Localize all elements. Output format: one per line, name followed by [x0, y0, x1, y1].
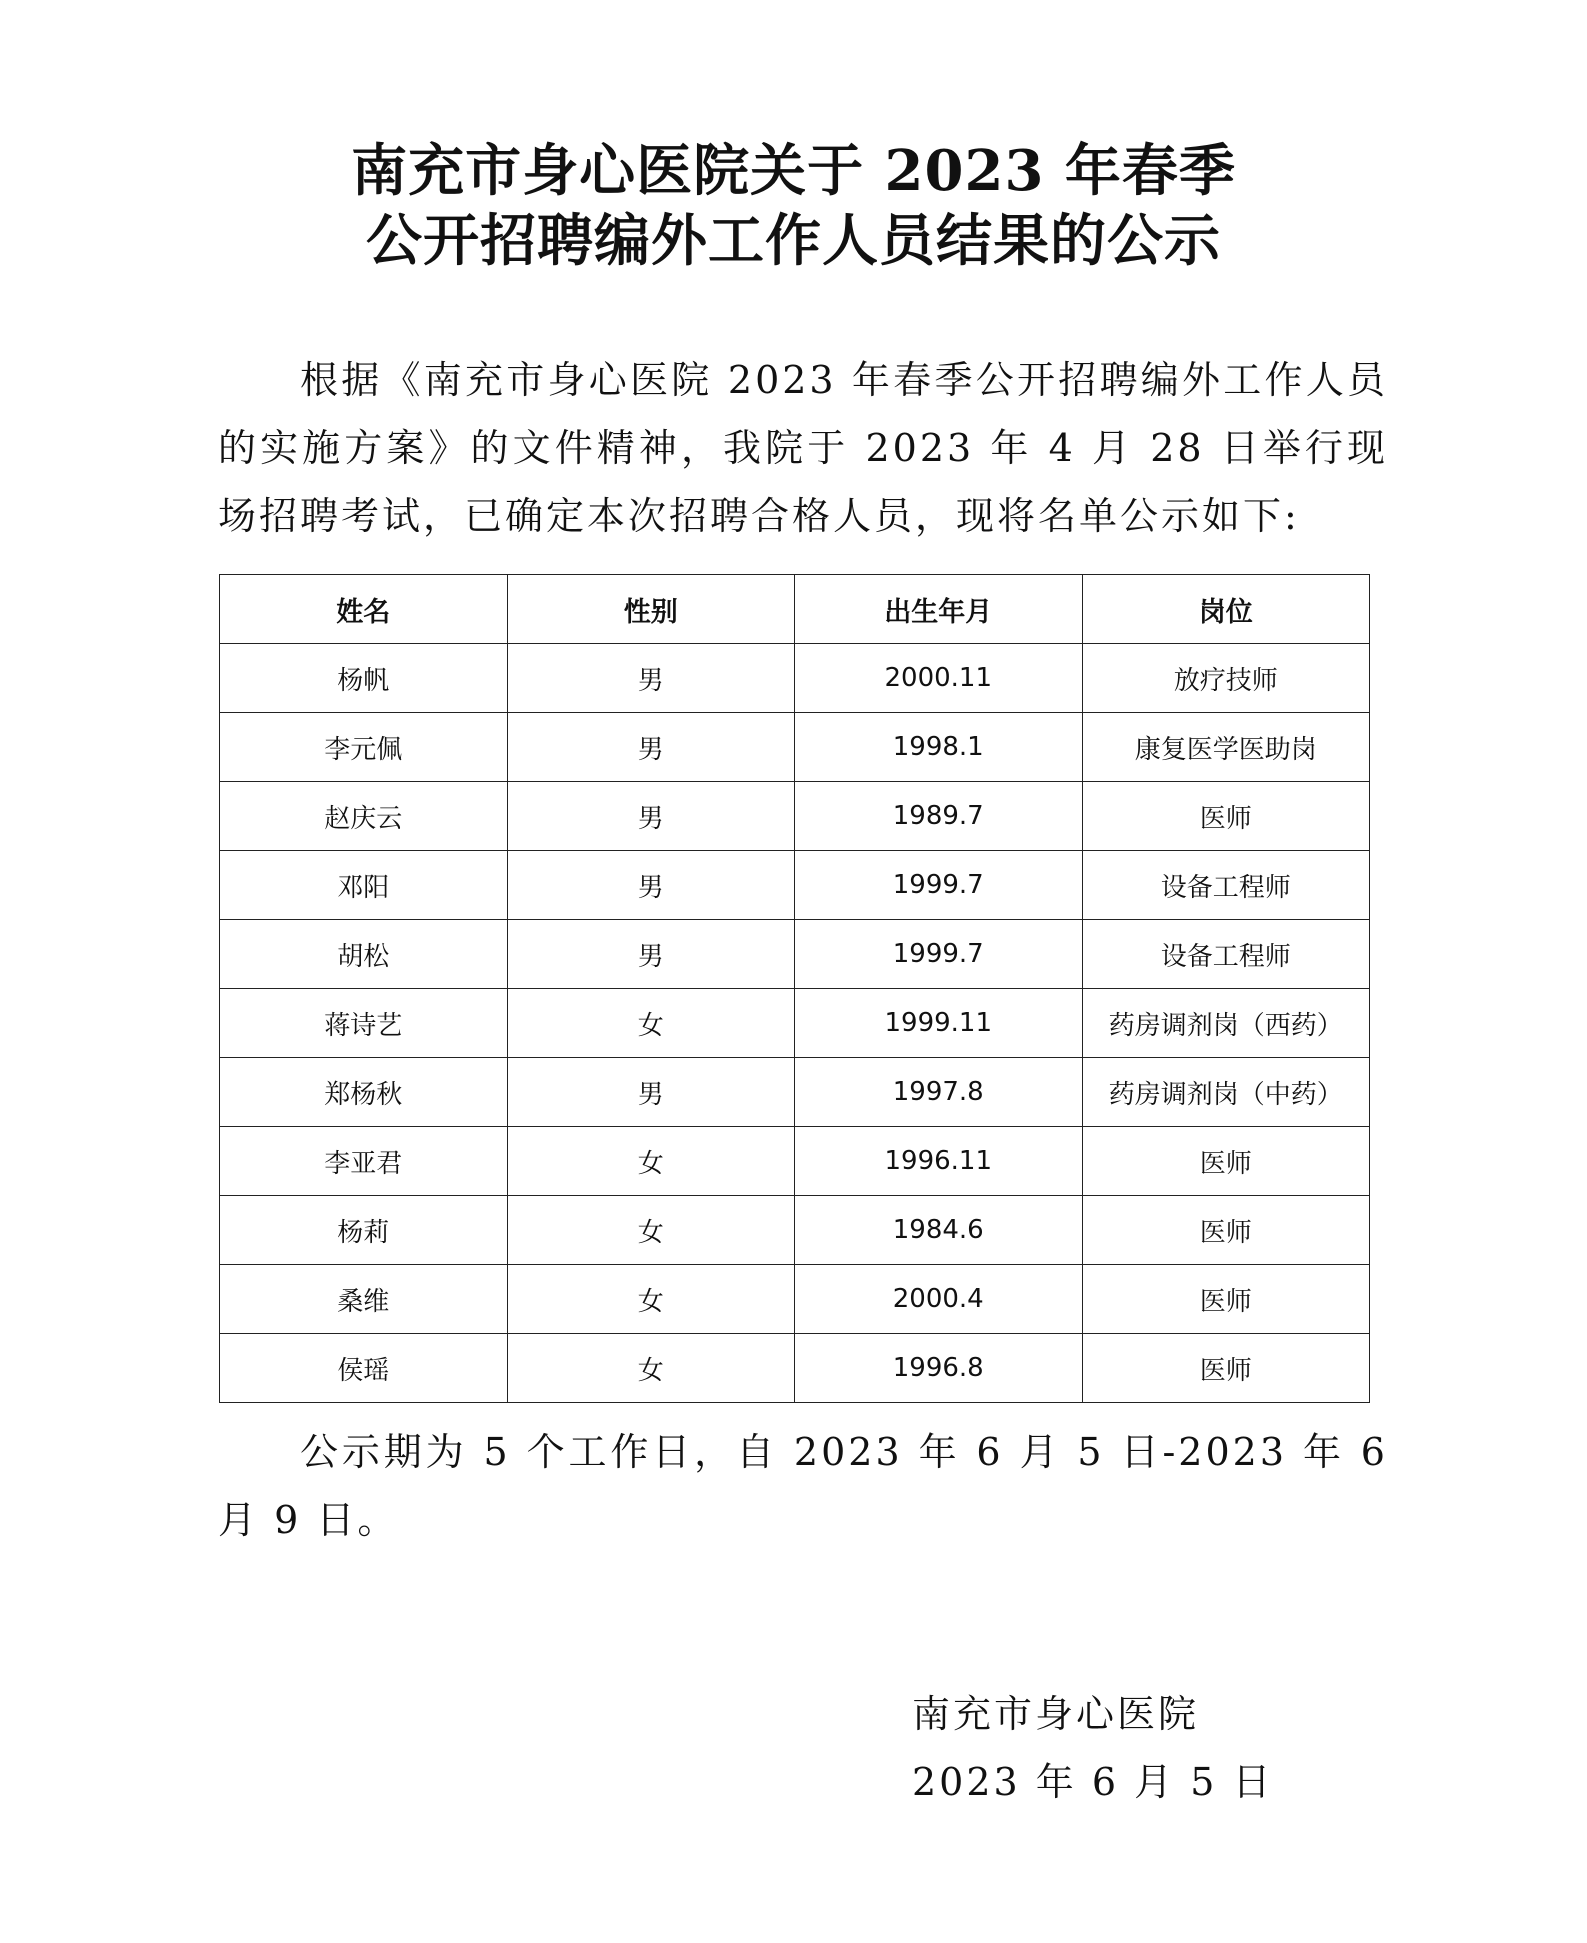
cell-birth-date: 1996.8 [795, 1334, 1083, 1403]
cell-gender: 男 [507, 782, 795, 851]
cell-gender: 女 [507, 1127, 795, 1196]
cell-name: 赵庆云 [220, 782, 508, 851]
cell-position: 医师 [1082, 1196, 1370, 1265]
cell-gender: 女 [507, 1334, 795, 1403]
cell-name: 李元佩 [220, 713, 508, 782]
cell-gender: 男 [507, 851, 795, 920]
cell-position: 医师 [1082, 782, 1370, 851]
cell-birth-date: 1997.8 [795, 1058, 1083, 1127]
table-row [220, 644, 1370, 713]
cell-birth-date: 2000.11 [795, 644, 1083, 713]
cell-birth-date: 1998.1 [795, 713, 1083, 782]
table-row [220, 989, 1370, 1058]
cell-birth-date: 1999.7 [795, 920, 1083, 989]
header-name: 姓名 [220, 575, 508, 644]
cell-position: 医师 [1082, 1265, 1370, 1334]
cell-gender: 男 [507, 1058, 795, 1127]
cell-gender: 男 [507, 920, 795, 989]
cell-position: 康复医学医助岗 [1082, 713, 1370, 782]
cell-birth-date: 1999.7 [795, 851, 1083, 920]
cell-birth-date: 1999.11 [795, 989, 1083, 1058]
table-row [220, 1265, 1370, 1334]
cell-gender: 女 [507, 1196, 795, 1265]
cell-position: 医师 [1082, 1334, 1370, 1403]
cell-name: 蒋诗艺 [220, 989, 508, 1058]
intro-paragraph: 根据《南充市身心医院 2023 年春季公开招聘编外工作人员的实施方案》的文件精神，我院于 2023 年 4 月 28 日举行现场招聘考试，已确定本次招聘合格人员，现将名单公示如下: [218, 358, 1388, 538]
cell-position: 药房调剂岗（中药） [1082, 1058, 1370, 1127]
publicity-period-paragraph: 公示期为 5 个工作日，自 2023 年 6 月 5 日-2023 年 6 月 9 日。 [218, 1430, 1388, 1542]
table-header-row [220, 575, 1370, 644]
header-birth-date: 出生年月 [795, 575, 1083, 644]
cell-name: 郑杨秋 [220, 1058, 508, 1127]
cell-position: 药房调剂岗（西药） [1082, 989, 1370, 1058]
cell-gender: 男 [507, 713, 795, 782]
cell-name: 邓阳 [220, 851, 508, 920]
cell-birth-date: 1984.6 [795, 1196, 1083, 1265]
cell-birth-date: 1989.7 [795, 782, 1083, 851]
cell-name: 侯瑶 [220, 1334, 508, 1403]
table-row [220, 920, 1370, 989]
cell-position: 设备工程师 [1082, 920, 1370, 989]
cell-name: 桑维 [220, 1265, 508, 1334]
cell-gender: 男 [507, 644, 795, 713]
document-title-line-1: 南充市身心医院关于 2023 年春季 [351, 138, 1236, 204]
signature-date: 2023 年 6 月 5 日 [912, 1760, 1274, 1804]
table-row [220, 713, 1370, 782]
header-position: 岗位 [1082, 575, 1370, 644]
cell-gender: 女 [507, 1265, 795, 1334]
document-title-line-2: 公开招聘编外工作人员结果的公示 [366, 208, 1221, 274]
table-row [220, 1196, 1370, 1265]
candidate-table [219, 574, 1370, 1403]
cell-birth-date: 2000.4 [795, 1265, 1083, 1334]
cell-birth-date: 1996.11 [795, 1127, 1083, 1196]
cell-position: 放疗技师 [1082, 644, 1370, 713]
cell-name: 杨莉 [220, 1196, 508, 1265]
table-row [220, 1334, 1370, 1403]
cell-name: 胡松 [220, 920, 508, 989]
cell-gender: 女 [507, 989, 795, 1058]
table-row [220, 782, 1370, 851]
table-row [220, 851, 1370, 920]
cell-position: 医师 [1082, 1127, 1370, 1196]
table-body [220, 644, 1370, 1403]
cell-name: 李亚君 [220, 1127, 508, 1196]
table-row [220, 1058, 1370, 1127]
table-row [220, 1127, 1370, 1196]
cell-name: 杨帆 [220, 644, 508, 713]
header-gender: 性别 [507, 575, 795, 644]
cell-position: 设备工程师 [1082, 851, 1370, 920]
signature-organization: 南充市身心医院 [912, 1692, 1200, 1736]
